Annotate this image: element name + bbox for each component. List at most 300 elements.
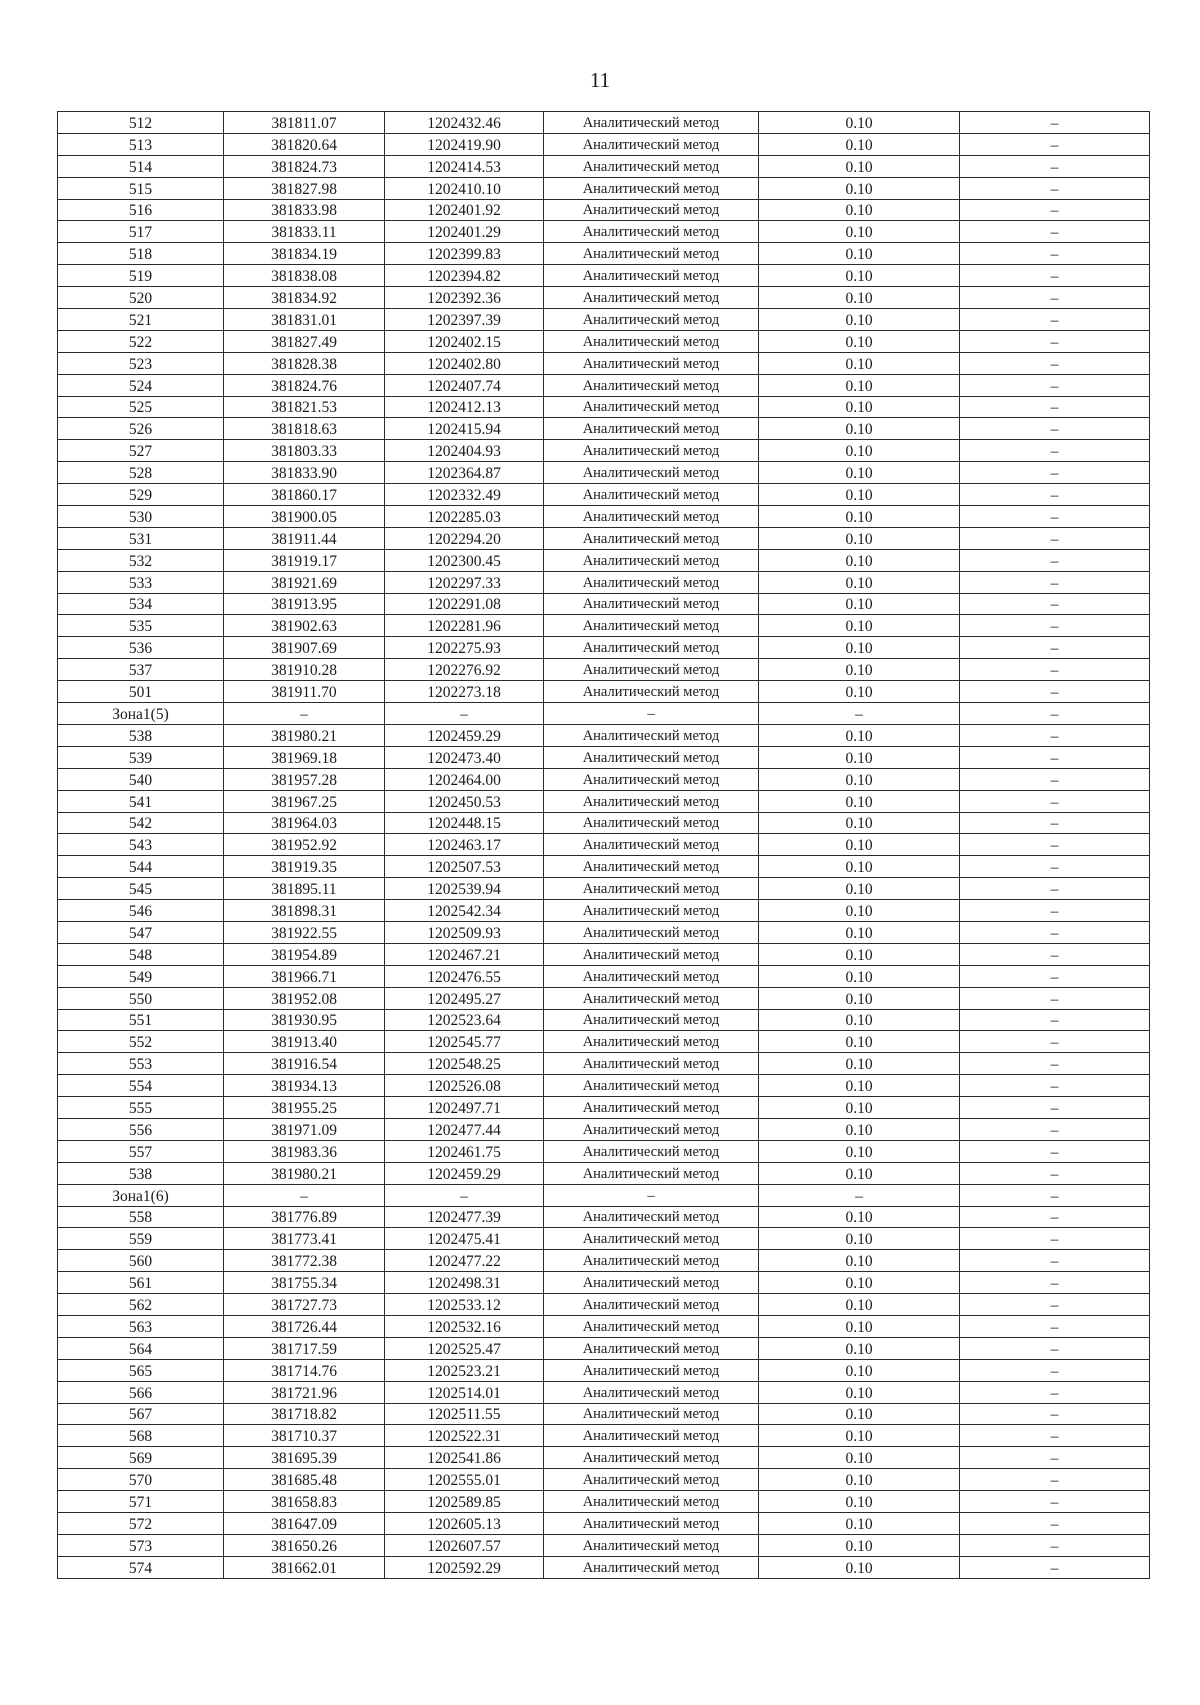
- x-coordinate-cell: 381913.40: [224, 1031, 385, 1053]
- point-number-cell: 536: [58, 637, 224, 659]
- x-coordinate-cell: 381957.28: [224, 768, 385, 790]
- point-number-cell: 513: [58, 133, 224, 155]
- table-row: [58, 1031, 1150, 1053]
- x-coordinate-cell: –: [224, 1184, 385, 1206]
- point-number-cell: 538: [58, 1162, 224, 1184]
- method-cell: Аналитический метод: [544, 637, 759, 659]
- y-coordinate-cell: 1202448.15: [385, 812, 544, 834]
- x-coordinate-cell: 381658.83: [224, 1491, 385, 1513]
- y-coordinate-cell: 1202522.31: [385, 1425, 544, 1447]
- description-cell: –: [960, 1425, 1150, 1447]
- point-number-cell: 569: [58, 1447, 224, 1469]
- x-coordinate-cell: 381650.26: [224, 1534, 385, 1556]
- method-cell: Аналитический метод: [544, 1140, 759, 1162]
- method-cell: Аналитический метод: [544, 900, 759, 922]
- accuracy-cell: 0.10: [759, 1381, 960, 1403]
- x-coordinate-cell: 381913.95: [224, 593, 385, 615]
- method-cell: Аналитический метод: [544, 1491, 759, 1513]
- accuracy-cell: 0.10: [759, 1009, 960, 1031]
- y-coordinate-cell: 1202461.75: [385, 1140, 544, 1162]
- y-coordinate-cell: 1202410.10: [385, 177, 544, 199]
- x-coordinate-cell: 381833.90: [224, 462, 385, 484]
- x-coordinate-cell: 381980.21: [224, 724, 385, 746]
- method-cell: Аналитический метод: [544, 1118, 759, 1140]
- x-coordinate-cell: 381838.08: [224, 265, 385, 287]
- point-number-cell: 534: [58, 593, 224, 615]
- accuracy-cell: 0.10: [759, 155, 960, 177]
- x-coordinate-cell: 381726.44: [224, 1315, 385, 1337]
- x-coordinate-cell: –: [224, 703, 385, 725]
- x-coordinate-cell: 381911.70: [224, 681, 385, 703]
- table-row: [58, 374, 1150, 396]
- x-coordinate-cell: 381772.38: [224, 1250, 385, 1272]
- accuracy-cell: 0.10: [759, 484, 960, 506]
- table-row: [58, 1513, 1150, 1535]
- x-coordinate-cell: 381662.01: [224, 1556, 385, 1578]
- accuracy-cell: 0.10: [759, 1118, 960, 1140]
- y-coordinate-cell: 1202475.41: [385, 1228, 544, 1250]
- method-cell: Аналитический метод: [544, 462, 759, 484]
- accuracy-cell: 0.10: [759, 418, 960, 440]
- description-cell: –: [960, 1534, 1150, 1556]
- description-cell: –: [960, 199, 1150, 221]
- point-number-cell: Зона1(6): [58, 1184, 224, 1206]
- table-row: [58, 549, 1150, 571]
- x-coordinate-cell: 381831.01: [224, 309, 385, 331]
- x-coordinate-cell: 381966.71: [224, 965, 385, 987]
- accuracy-cell: 0.10: [759, 1491, 960, 1513]
- x-coordinate-cell: 381895.11: [224, 878, 385, 900]
- table-row: [58, 593, 1150, 615]
- point-number-cell: 538: [58, 724, 224, 746]
- method-cell: Аналитический метод: [544, 1447, 759, 1469]
- y-coordinate-cell: –: [385, 1184, 544, 1206]
- x-coordinate-cell: 381820.64: [224, 133, 385, 155]
- accuracy-cell: 0.10: [759, 1097, 960, 1119]
- y-coordinate-cell: 1202332.49: [385, 484, 544, 506]
- accuracy-cell: 0.10: [759, 724, 960, 746]
- page-number: 11: [589, 68, 611, 92]
- table-row: [58, 527, 1150, 549]
- method-cell: Аналитический метод: [544, 834, 759, 856]
- description-cell: –: [960, 1337, 1150, 1359]
- table-row: [58, 1403, 1150, 1425]
- y-coordinate-cell: 1202464.00: [385, 768, 544, 790]
- description-cell: –: [960, 396, 1150, 418]
- description-cell: –: [960, 1403, 1150, 1425]
- point-number-cell: 556: [58, 1118, 224, 1140]
- x-coordinate-cell: 381911.44: [224, 527, 385, 549]
- method-cell: Аналитический метод: [544, 943, 759, 965]
- accuracy-cell: 0.10: [759, 1556, 960, 1578]
- point-number-cell: 528: [58, 462, 224, 484]
- table-row: [58, 790, 1150, 812]
- point-number-cell: 524: [58, 374, 224, 396]
- method-cell: Аналитический метод: [544, 1315, 759, 1337]
- method-cell: Аналитический метод: [544, 1403, 759, 1425]
- method-cell: Аналитический метод: [544, 133, 759, 155]
- description-cell: –: [960, 703, 1150, 725]
- accuracy-cell: 0.10: [759, 812, 960, 834]
- y-coordinate-cell: 1202401.92: [385, 199, 544, 221]
- method-cell: Аналитический метод: [544, 681, 759, 703]
- description-cell: –: [960, 1491, 1150, 1513]
- x-coordinate-cell: 381922.55: [224, 921, 385, 943]
- point-number-cell: 564: [58, 1337, 224, 1359]
- method-cell: Аналитический метод: [544, 1097, 759, 1119]
- method-cell: –: [544, 703, 759, 725]
- y-coordinate-cell: 1202533.12: [385, 1294, 544, 1316]
- x-coordinate-cell: 381902.63: [224, 615, 385, 637]
- table-row: [58, 659, 1150, 681]
- description-cell: –: [960, 1469, 1150, 1491]
- y-coordinate-cell: 1202402.80: [385, 352, 544, 374]
- x-coordinate-cell: 381818.63: [224, 418, 385, 440]
- y-coordinate-cell: 1202300.45: [385, 549, 544, 571]
- method-cell: Аналитический метод: [544, 1272, 759, 1294]
- description-cell: –: [960, 133, 1150, 155]
- point-number-cell: 540: [58, 768, 224, 790]
- description-cell: –: [960, 965, 1150, 987]
- point-number-cell: 537: [58, 659, 224, 681]
- x-coordinate-cell: 381919.17: [224, 549, 385, 571]
- accuracy-cell: 0.10: [759, 878, 960, 900]
- accuracy-cell: 0.10: [759, 943, 960, 965]
- y-coordinate-cell: 1202432.46: [385, 112, 544, 134]
- table-row: [58, 1140, 1150, 1162]
- description-cell: –: [960, 221, 1150, 243]
- point-number-cell: 560: [58, 1250, 224, 1272]
- accuracy-cell: 0.10: [759, 768, 960, 790]
- table-row: [58, 1425, 1150, 1447]
- method-cell: Аналитический метод: [544, 1513, 759, 1535]
- x-coordinate-cell: 381773.41: [224, 1228, 385, 1250]
- accuracy-cell: 0.10: [759, 681, 960, 703]
- accuracy-cell: 0.10: [759, 374, 960, 396]
- table-row: [58, 1053, 1150, 1075]
- x-coordinate-cell: 381952.08: [224, 987, 385, 1009]
- accuracy-cell: 0.10: [759, 440, 960, 462]
- y-coordinate-cell: 1202476.55: [385, 965, 544, 987]
- y-coordinate-cell: 1202285.03: [385, 506, 544, 528]
- method-cell: Аналитический метод: [544, 1162, 759, 1184]
- accuracy-cell: –: [759, 703, 960, 725]
- x-coordinate-cell: 381919.35: [224, 856, 385, 878]
- x-coordinate-cell: 381828.38: [224, 352, 385, 374]
- description-cell: –: [960, 330, 1150, 352]
- x-coordinate-cell: 381833.11: [224, 221, 385, 243]
- x-coordinate-cell: 381803.33: [224, 440, 385, 462]
- y-coordinate-cell: 1202467.21: [385, 943, 544, 965]
- method-cell: Аналитический метод: [544, 1359, 759, 1381]
- description-cell: –: [960, 1272, 1150, 1294]
- description-cell: –: [960, 812, 1150, 834]
- method-cell: Аналитический метод: [544, 549, 759, 571]
- point-number-cell: 517: [58, 221, 224, 243]
- x-coordinate-cell: 381710.37: [224, 1425, 385, 1447]
- accuracy-cell: 0.10: [759, 527, 960, 549]
- accuracy-cell: 0.10: [759, 593, 960, 615]
- point-number-cell: 526: [58, 418, 224, 440]
- description-cell: –: [960, 549, 1150, 571]
- x-coordinate-cell: 381916.54: [224, 1053, 385, 1075]
- description-cell: –: [960, 659, 1150, 681]
- description-cell: –: [960, 309, 1150, 331]
- method-cell: Аналитический метод: [544, 746, 759, 768]
- accuracy-cell: 0.10: [759, 1337, 960, 1359]
- table-row: [58, 352, 1150, 374]
- zone-header-row: [58, 1184, 1150, 1206]
- point-number-cell: 572: [58, 1513, 224, 1535]
- y-coordinate-cell: 1202555.01: [385, 1469, 544, 1491]
- table-row: [58, 615, 1150, 637]
- method-cell: Аналитический метод: [544, 506, 759, 528]
- y-coordinate-cell: 1202477.44: [385, 1118, 544, 1140]
- table-row: [58, 921, 1150, 943]
- method-cell: Аналитический метод: [544, 724, 759, 746]
- y-coordinate-cell: 1202415.94: [385, 418, 544, 440]
- point-number-cell: 531: [58, 527, 224, 549]
- method-cell: Аналитический метод: [544, 812, 759, 834]
- accuracy-cell: 0.10: [759, 177, 960, 199]
- accuracy-cell: 0.10: [759, 396, 960, 418]
- point-number-cell: 515: [58, 177, 224, 199]
- description-cell: –: [960, 484, 1150, 506]
- table-row: [58, 1337, 1150, 1359]
- table-row: [58, 681, 1150, 703]
- point-number-cell: 567: [58, 1403, 224, 1425]
- description-cell: –: [960, 1359, 1150, 1381]
- description-cell: –: [960, 177, 1150, 199]
- method-cell: Аналитический метод: [544, 1556, 759, 1578]
- table-row: [58, 440, 1150, 462]
- point-number-cell: 541: [58, 790, 224, 812]
- x-coordinate-cell: 381834.19: [224, 243, 385, 265]
- y-coordinate-cell: 1202412.13: [385, 396, 544, 418]
- description-cell: –: [960, 1009, 1150, 1031]
- description-cell: –: [960, 1097, 1150, 1119]
- point-number-cell: 512: [58, 112, 224, 134]
- point-number-cell: Зона1(5): [58, 703, 224, 725]
- table-row: [58, 746, 1150, 768]
- accuracy-cell: 0.10: [759, 659, 960, 681]
- description-cell: –: [960, 155, 1150, 177]
- point-number-cell: 521: [58, 309, 224, 331]
- description-cell: –: [960, 921, 1150, 943]
- table-row: [58, 768, 1150, 790]
- method-cell: Аналитический метод: [544, 965, 759, 987]
- point-number-cell: 533: [58, 571, 224, 593]
- table-row: [58, 987, 1150, 1009]
- y-coordinate-cell: 1202407.74: [385, 374, 544, 396]
- y-coordinate-cell: –: [385, 703, 544, 725]
- description-cell: –: [960, 1513, 1150, 1535]
- y-coordinate-cell: 1202498.31: [385, 1272, 544, 1294]
- description-cell: –: [960, 1294, 1150, 1316]
- method-cell: Аналитический метод: [544, 1294, 759, 1316]
- point-number-cell: 565: [58, 1359, 224, 1381]
- table-row: [58, 724, 1150, 746]
- point-number-cell: 535: [58, 615, 224, 637]
- description-cell: –: [960, 1118, 1150, 1140]
- table-row: [58, 462, 1150, 484]
- table-row: [58, 812, 1150, 834]
- accuracy-cell: 0.10: [759, 746, 960, 768]
- accuracy-cell: 0.10: [759, 571, 960, 593]
- accuracy-cell: 0.10: [759, 1206, 960, 1228]
- x-coordinate-cell: 381827.49: [224, 330, 385, 352]
- point-number-cell: 530: [58, 506, 224, 528]
- method-cell: Аналитический метод: [544, 571, 759, 593]
- y-coordinate-cell: 1202509.93: [385, 921, 544, 943]
- zone-header-row: [58, 703, 1150, 725]
- point-number-cell: 546: [58, 900, 224, 922]
- description-cell: –: [960, 418, 1150, 440]
- point-number-cell: 550: [58, 987, 224, 1009]
- accuracy-cell: 0.10: [759, 549, 960, 571]
- table-row: [58, 1315, 1150, 1337]
- method-cell: Аналитический метод: [544, 199, 759, 221]
- accuracy-cell: 0.10: [759, 637, 960, 659]
- method-cell: Аналитический метод: [544, 243, 759, 265]
- x-coordinate-cell: 381967.25: [224, 790, 385, 812]
- y-coordinate-cell: 1202275.93: [385, 637, 544, 659]
- table-row: [58, 287, 1150, 309]
- method-cell: Аналитический метод: [544, 1009, 759, 1031]
- y-coordinate-cell: 1202463.17: [385, 834, 544, 856]
- point-number-cell: 545: [58, 878, 224, 900]
- y-coordinate-cell: 1202539.94: [385, 878, 544, 900]
- point-number-cell: 553: [58, 1053, 224, 1075]
- point-number-cell: 563: [58, 1315, 224, 1337]
- x-coordinate-cell: 381727.73: [224, 1294, 385, 1316]
- y-coordinate-cell: 1202542.34: [385, 900, 544, 922]
- point-number-cell: 558: [58, 1206, 224, 1228]
- y-coordinate-cell: 1202394.82: [385, 265, 544, 287]
- description-cell: –: [960, 943, 1150, 965]
- method-cell: Аналитический метод: [544, 440, 759, 462]
- accuracy-cell: 0.10: [759, 1403, 960, 1425]
- y-coordinate-cell: 1202459.29: [385, 724, 544, 746]
- description-cell: –: [960, 790, 1150, 812]
- x-coordinate-cell: 381980.21: [224, 1162, 385, 1184]
- accuracy-cell: 0.10: [759, 506, 960, 528]
- accuracy-cell: 0.10: [759, 1250, 960, 1272]
- accuracy-cell: 0.10: [759, 243, 960, 265]
- table-row: [58, 265, 1150, 287]
- table-row: [58, 834, 1150, 856]
- point-number-cell: 532: [58, 549, 224, 571]
- point-number-cell: 568: [58, 1425, 224, 1447]
- method-cell: Аналитический метод: [544, 112, 759, 134]
- description-cell: –: [960, 768, 1150, 790]
- point-number-cell: 516: [58, 199, 224, 221]
- table-row: [58, 243, 1150, 265]
- table-row: [58, 1097, 1150, 1119]
- description-cell: –: [960, 462, 1150, 484]
- point-number-cell: 527: [58, 440, 224, 462]
- point-number-cell: 555: [58, 1097, 224, 1119]
- method-cell: Аналитический метод: [544, 768, 759, 790]
- table-row: [58, 878, 1150, 900]
- accuracy-cell: 0.10: [759, 1140, 960, 1162]
- table-row: [58, 571, 1150, 593]
- description-cell: –: [960, 615, 1150, 637]
- description-cell: –: [960, 352, 1150, 374]
- point-number-cell: 570: [58, 1469, 224, 1491]
- table-row: [58, 1469, 1150, 1491]
- method-cell: Аналитический метод: [544, 1469, 759, 1491]
- accuracy-cell: 0.10: [759, 921, 960, 943]
- x-coordinate-cell: 381954.89: [224, 943, 385, 965]
- x-coordinate-cell: 381718.82: [224, 1403, 385, 1425]
- point-number-cell: 539: [58, 746, 224, 768]
- method-cell: Аналитический метод: [544, 1053, 759, 1075]
- y-coordinate-cell: 1202291.08: [385, 593, 544, 615]
- method-cell: Аналитический метод: [544, 921, 759, 943]
- x-coordinate-cell: 381776.89: [224, 1206, 385, 1228]
- table-row: [58, 199, 1150, 221]
- y-coordinate-cell: 1202525.47: [385, 1337, 544, 1359]
- accuracy-cell: 0.10: [759, 1315, 960, 1337]
- accuracy-cell: 0.10: [759, 352, 960, 374]
- table-row: [58, 1294, 1150, 1316]
- y-coordinate-cell: 1202276.92: [385, 659, 544, 681]
- description-cell: –: [960, 1031, 1150, 1053]
- y-coordinate-cell: 1202495.27: [385, 987, 544, 1009]
- method-cell: Аналитический метод: [544, 309, 759, 331]
- table-row: [58, 637, 1150, 659]
- y-coordinate-cell: 1202404.93: [385, 440, 544, 462]
- point-number-cell: 574: [58, 1556, 224, 1578]
- y-coordinate-cell: 1202507.53: [385, 856, 544, 878]
- accuracy-cell: 0.10: [759, 615, 960, 637]
- y-coordinate-cell: 1202523.64: [385, 1009, 544, 1031]
- description-cell: –: [960, 506, 1150, 528]
- accuracy-cell: 0.10: [759, 221, 960, 243]
- description-cell: –: [960, 287, 1150, 309]
- method-cell: Аналитический метод: [544, 615, 759, 637]
- table-row: [58, 1359, 1150, 1381]
- description-cell: –: [960, 637, 1150, 659]
- point-number-cell: 552: [58, 1031, 224, 1053]
- point-number-cell: 520: [58, 287, 224, 309]
- table-row: [58, 1491, 1150, 1513]
- table-row: [58, 1250, 1150, 1272]
- method-cell: Аналитический метод: [544, 878, 759, 900]
- x-coordinate-cell: 381647.09: [224, 1513, 385, 1535]
- accuracy-cell: –: [759, 1184, 960, 1206]
- method-cell: Аналитический метод: [544, 1381, 759, 1403]
- point-number-cell: 573: [58, 1534, 224, 1556]
- point-number-cell: 566: [58, 1381, 224, 1403]
- method-cell: Аналитический метод: [544, 593, 759, 615]
- table-row: [58, 396, 1150, 418]
- table-row: [58, 133, 1150, 155]
- accuracy-cell: 0.10: [759, 965, 960, 987]
- x-coordinate-cell: 381833.98: [224, 199, 385, 221]
- description-cell: –: [960, 834, 1150, 856]
- method-cell: Аналитический метод: [544, 1337, 759, 1359]
- y-coordinate-cell: 1202392.36: [385, 287, 544, 309]
- y-coordinate-cell: 1202419.90: [385, 133, 544, 155]
- point-number-cell: 549: [58, 965, 224, 987]
- accuracy-cell: 0.10: [759, 265, 960, 287]
- accuracy-cell: 0.10: [759, 1162, 960, 1184]
- y-coordinate-cell: 1202532.16: [385, 1315, 544, 1337]
- method-cell: Аналитический метод: [544, 1228, 759, 1250]
- y-coordinate-cell: 1202477.39: [385, 1206, 544, 1228]
